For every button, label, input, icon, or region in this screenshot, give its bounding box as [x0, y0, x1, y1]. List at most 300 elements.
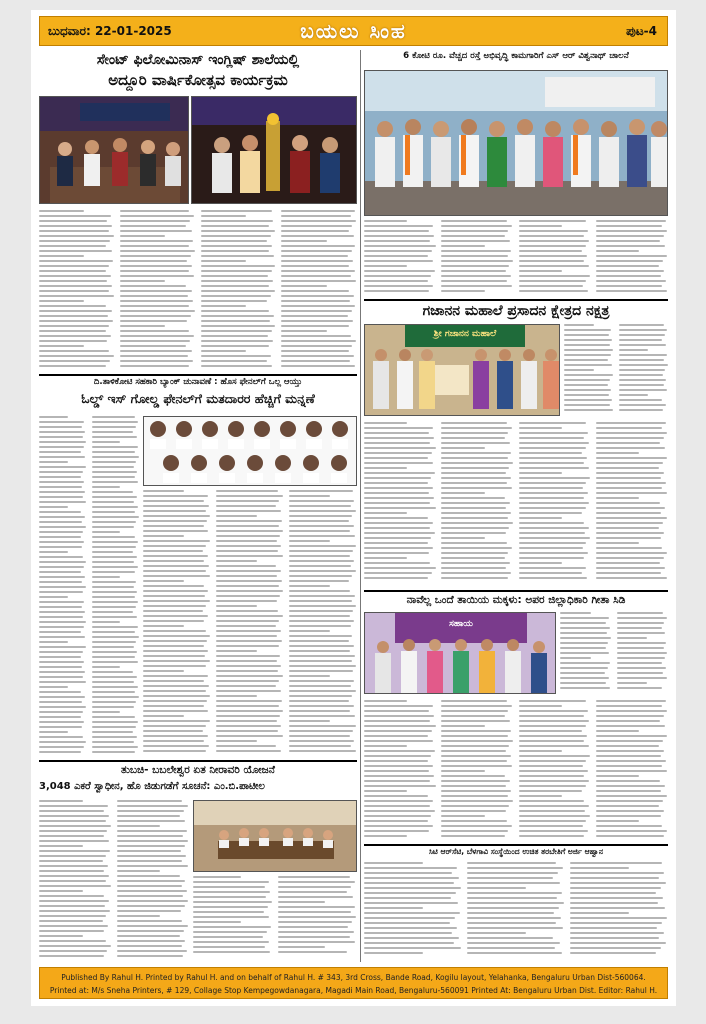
text-line [364, 715, 434, 717]
text-line [519, 497, 585, 499]
text-line [39, 716, 81, 718]
text-line [596, 710, 668, 712]
text-line [39, 950, 107, 952]
text-line [441, 432, 508, 434]
text-line [519, 572, 583, 574]
text-line [120, 330, 189, 332]
text-line [117, 895, 184, 897]
text-line [441, 775, 505, 777]
text-line [596, 487, 662, 489]
text-line [364, 907, 423, 909]
text-line [441, 492, 484, 494]
text-line [570, 897, 663, 899]
text-line [39, 661, 84, 663]
text-line [441, 700, 507, 702]
text-line [39, 531, 83, 533]
text-line [364, 892, 456, 894]
text-line [39, 245, 106, 247]
text-line [364, 710, 429, 712]
text-line [117, 815, 181, 817]
text-line [570, 942, 666, 944]
text-line [596, 557, 664, 559]
text-line [216, 660, 277, 662]
text-line [441, 527, 509, 529]
text-line [364, 780, 430, 782]
text-line [117, 860, 183, 862]
text-line [364, 917, 455, 919]
text-line [143, 705, 204, 707]
text-line [467, 867, 563, 869]
text-line [289, 590, 350, 592]
text-line [216, 705, 279, 707]
text-line [519, 290, 588, 292]
text-line [596, 225, 662, 227]
text-line [281, 225, 352, 227]
text-line [364, 562, 430, 564]
text-line [617, 672, 664, 674]
text-line [564, 409, 613, 411]
text-line [560, 632, 607, 634]
text-line [364, 477, 431, 479]
text-line [596, 507, 665, 509]
text-line [596, 785, 665, 787]
text-line [467, 927, 563, 929]
text-line [39, 416, 68, 418]
text-line [216, 600, 277, 602]
text-line [39, 850, 110, 852]
text-line [39, 741, 86, 743]
text-line [39, 355, 114, 357]
text-line [441, 815, 484, 817]
text-line [596, 522, 663, 524]
text-line [39, 436, 83, 438]
text-line [143, 515, 210, 517]
text-line [289, 685, 351, 687]
text-line [519, 270, 562, 272]
text-line [143, 530, 208, 532]
text-line [120, 210, 189, 212]
divider [364, 299, 668, 301]
text-line [281, 255, 348, 257]
text-line [120, 355, 188, 357]
text-line [519, 507, 586, 509]
text-line [120, 315, 191, 317]
text-line [39, 586, 86, 588]
text-line [92, 696, 139, 698]
text-line [519, 705, 562, 707]
text-line [143, 595, 205, 597]
text-line [143, 695, 210, 697]
text-line [289, 690, 356, 692]
text-line [39, 845, 83, 847]
text-line [441, 487, 512, 489]
text-line [201, 225, 270, 227]
text-line [441, 740, 513, 742]
text-line [143, 590, 208, 592]
text-line [364, 577, 428, 579]
text-line [570, 917, 667, 919]
text-line [193, 896, 266, 898]
text-line [617, 687, 662, 689]
text-line [596, 730, 639, 732]
text-line [92, 586, 134, 588]
text-line [92, 691, 136, 693]
text-line [92, 726, 136, 728]
text-line [441, 800, 513, 802]
text-line [216, 750, 281, 752]
irrigation-article-body-left [39, 800, 189, 960]
text-line [441, 710, 508, 712]
text-line [570, 922, 662, 924]
text-line [117, 820, 186, 822]
text-line [364, 547, 433, 549]
training-headline: ಸಿಟಿ ಆರ್‌ಸೆಟಿ, ಬೆಳಗಾವಿ ಸಂಸ್ಥೆಯಿಂದ ಉಚಿತ ತರಬೇತಿಗೆ ಅರ್ಜಿ ಆಹ್ವಾನ [428, 847, 604, 856]
text-line [364, 497, 434, 499]
text-line [467, 917, 561, 919]
text-line [201, 350, 246, 352]
text-line [39, 626, 84, 628]
text-line [364, 537, 431, 539]
text-line [201, 265, 276, 267]
text-line [39, 596, 68, 598]
text-line [281, 270, 354, 272]
text-line [596, 770, 668, 772]
text-line [364, 527, 430, 529]
text-line [39, 451, 81, 453]
text-line [596, 760, 666, 762]
text-line [216, 550, 278, 552]
text-line [216, 520, 282, 522]
text-line [596, 800, 663, 802]
text-line [596, 497, 639, 499]
text-line [39, 230, 109, 232]
text-line [519, 512, 583, 514]
text-line [143, 600, 210, 602]
text-line [143, 565, 209, 567]
text-line [281, 295, 354, 297]
text-line [216, 510, 281, 512]
text-line [596, 235, 664, 237]
text-line [441, 275, 510, 277]
text-line [39, 360, 110, 362]
text-line [467, 882, 560, 884]
text-line [92, 741, 135, 743]
text-line [281, 260, 353, 262]
text-line [278, 931, 354, 933]
text-line [441, 240, 510, 242]
text-line [467, 947, 555, 949]
text-line [441, 235, 505, 237]
text-line [519, 447, 586, 449]
text-line [519, 815, 591, 817]
text-line [92, 571, 136, 573]
text-line [519, 810, 585, 812]
text-line [120, 300, 193, 302]
text-line [193, 941, 269, 943]
text-line [619, 359, 665, 361]
text-line [281, 345, 352, 347]
text-line [39, 541, 84, 543]
text-line [39, 526, 86, 528]
text-line [596, 512, 662, 514]
text-line [441, 437, 505, 439]
text-line [39, 945, 111, 947]
text-line [39, 815, 109, 817]
children-event-photo [364, 612, 556, 694]
text-line [39, 606, 82, 608]
masthead [39, 16, 668, 46]
text-line [143, 690, 206, 692]
text-line [193, 936, 263, 938]
text-line [617, 647, 664, 649]
text-line [143, 570, 206, 572]
text-line [467, 922, 556, 924]
text-line [92, 596, 135, 598]
text-line [281, 335, 351, 337]
text-line [193, 891, 270, 893]
text-line [364, 867, 457, 869]
text-line [519, 750, 562, 752]
text-line [216, 735, 283, 737]
text-line [570, 902, 658, 904]
text-line [216, 630, 281, 632]
text-line [596, 527, 660, 529]
text-line [39, 421, 84, 423]
text-line [289, 605, 356, 607]
text-line [617, 627, 662, 629]
text-line [39, 676, 83, 678]
text-line [364, 492, 429, 494]
text-line [201, 320, 271, 322]
text-line [596, 492, 668, 494]
text-line [596, 562, 660, 564]
school-photo-1 [39, 96, 189, 204]
text-line [364, 522, 433, 524]
text-line [596, 270, 665, 272]
text-line [289, 630, 330, 632]
gajanana-photo [364, 324, 560, 416]
text-line [289, 495, 330, 497]
text-line [519, 537, 591, 539]
bank-article-body-right [143, 490, 357, 756]
text-line [364, 937, 459, 939]
irrigation-headline-2: 3,048 ಎಕರೆ ಸ್ವಾಧೀನ, ಹೊ ಜಿಡುಗಡೆಗೆ ಸೂಚನೆ: ಎಂ.ಬಿ.ಪಾಟೀಲ [39, 781, 265, 792]
text-line [39, 616, 83, 618]
text-line [39, 701, 82, 703]
text-line [364, 932, 452, 934]
text-line [39, 860, 103, 862]
text-line [216, 555, 283, 557]
text-line [201, 230, 275, 232]
text-line [364, 887, 461, 889]
text-line [39, 471, 83, 473]
text-line [281, 315, 348, 317]
text-line [441, 572, 511, 574]
text-line [143, 520, 207, 522]
text-line [570, 907, 665, 909]
text-line [39, 285, 112, 287]
text-line [596, 275, 661, 277]
text-line [216, 535, 280, 537]
text-line [39, 365, 106, 367]
text-line [289, 650, 350, 652]
text-line [364, 245, 436, 247]
text-line [201, 250, 269, 252]
text-line [39, 260, 113, 262]
text-line [281, 235, 354, 237]
text-line [364, 775, 434, 777]
text-line [617, 652, 668, 654]
text-line [519, 780, 590, 782]
text-line [39, 885, 111, 887]
text-line [39, 235, 114, 237]
text-line [143, 620, 204, 622]
text-line [617, 682, 648, 684]
text-line [39, 920, 103, 922]
text-line [596, 427, 662, 429]
text-line [596, 547, 662, 549]
text-line [519, 820, 587, 822]
text-line [201, 300, 268, 302]
text-line [39, 671, 85, 673]
text-line [39, 865, 108, 867]
text-line [519, 745, 589, 747]
text-line [289, 615, 350, 617]
text-line [281, 215, 351, 217]
divider [39, 760, 357, 762]
text-line [519, 225, 562, 227]
text-line [596, 260, 663, 262]
gajanana-article-side [564, 324, 668, 416]
text-line [92, 681, 135, 683]
text-line [143, 500, 204, 502]
text-line [201, 360, 268, 362]
text-line [364, 265, 407, 267]
text-line [364, 260, 433, 262]
text-line [441, 790, 511, 792]
text-line [39, 426, 82, 428]
text-line [289, 565, 351, 567]
text-line [281, 300, 350, 302]
text-line [39, 345, 84, 347]
text-line [39, 446, 84, 448]
text-line [441, 805, 509, 807]
text-line [596, 472, 665, 474]
text-line [92, 521, 137, 523]
text-line [39, 476, 81, 478]
text-line [364, 507, 436, 509]
text-line [143, 665, 206, 667]
imprint-line-1: Published By Rahul H. Printed by Rahul H. and on behalf of Rahul H. # 343, 3rd Cross, Bande Road, Kogilu layout, Yelahanka, Bengaluru Urban Dist-560064. [61, 973, 646, 982]
text-line [570, 882, 666, 884]
text-line [143, 490, 184, 492]
text-line [92, 611, 134, 613]
text-line [120, 360, 193, 362]
text-line [570, 952, 656, 954]
text-line [564, 379, 610, 381]
text-line [216, 645, 279, 647]
text-line [216, 540, 277, 542]
text-line [564, 349, 613, 351]
text-line [467, 942, 560, 944]
text-line [364, 942, 454, 944]
text-line [201, 290, 275, 292]
text-line [441, 760, 507, 762]
text-line [39, 900, 109, 902]
text-line [92, 656, 135, 658]
text-line [596, 775, 639, 777]
text-line [619, 344, 666, 346]
text-line [619, 404, 666, 406]
text-line [289, 705, 354, 707]
text-line [39, 656, 81, 658]
text-line [364, 700, 407, 702]
text-line [364, 735, 428, 737]
text-line [289, 595, 355, 597]
text-line [289, 585, 330, 587]
text-line [39, 441, 86, 443]
text-line [519, 825, 583, 827]
text-line [519, 527, 589, 529]
text-line [281, 325, 349, 327]
text-line [441, 562, 510, 564]
text-line [467, 907, 559, 909]
text-line [216, 710, 283, 712]
text-line [364, 810, 435, 812]
text-line [364, 770, 429, 772]
text-line [117, 915, 161, 917]
text-line [564, 354, 611, 356]
text-line [519, 720, 590, 722]
text-line [364, 442, 430, 444]
text-line [289, 555, 350, 557]
text-line [117, 940, 186, 942]
text-line [519, 245, 586, 247]
text-line [441, 270, 505, 272]
text-line [281, 350, 348, 352]
text-line [143, 525, 204, 527]
text-line [364, 457, 428, 459]
text-line [596, 740, 663, 742]
text-line [289, 490, 353, 492]
children-headline: ನಾವೆಲ್ಲ ಒಂದೆ ತಾಯಿಯ ಮಕ್ಕಳು: ಅಪರ ಜಿಲ್ಲಾಧಿಕಾರಿ ಗೀತಾ ಸಿಡಿ [406, 594, 626, 606]
text-line [441, 285, 512, 287]
text-line [519, 462, 584, 464]
text-line [617, 657, 665, 659]
text-line [364, 820, 428, 822]
text-line [39, 751, 81, 753]
text-line [441, 260, 513, 262]
text-line [564, 364, 612, 366]
text-line [441, 820, 507, 822]
text-line [441, 250, 511, 252]
text-line [92, 476, 135, 478]
text-line [117, 840, 189, 842]
text-line [193, 921, 241, 923]
text-line [467, 877, 553, 879]
text-line [143, 720, 210, 722]
text-line [39, 880, 106, 882]
text-line [564, 399, 612, 401]
text-line [92, 421, 139, 423]
text-line [364, 877, 459, 879]
text-line [564, 394, 609, 396]
text-line [441, 720, 510, 722]
text-line [441, 750, 505, 752]
text-line [596, 250, 639, 252]
text-line [39, 905, 105, 907]
text-line [120, 335, 194, 337]
